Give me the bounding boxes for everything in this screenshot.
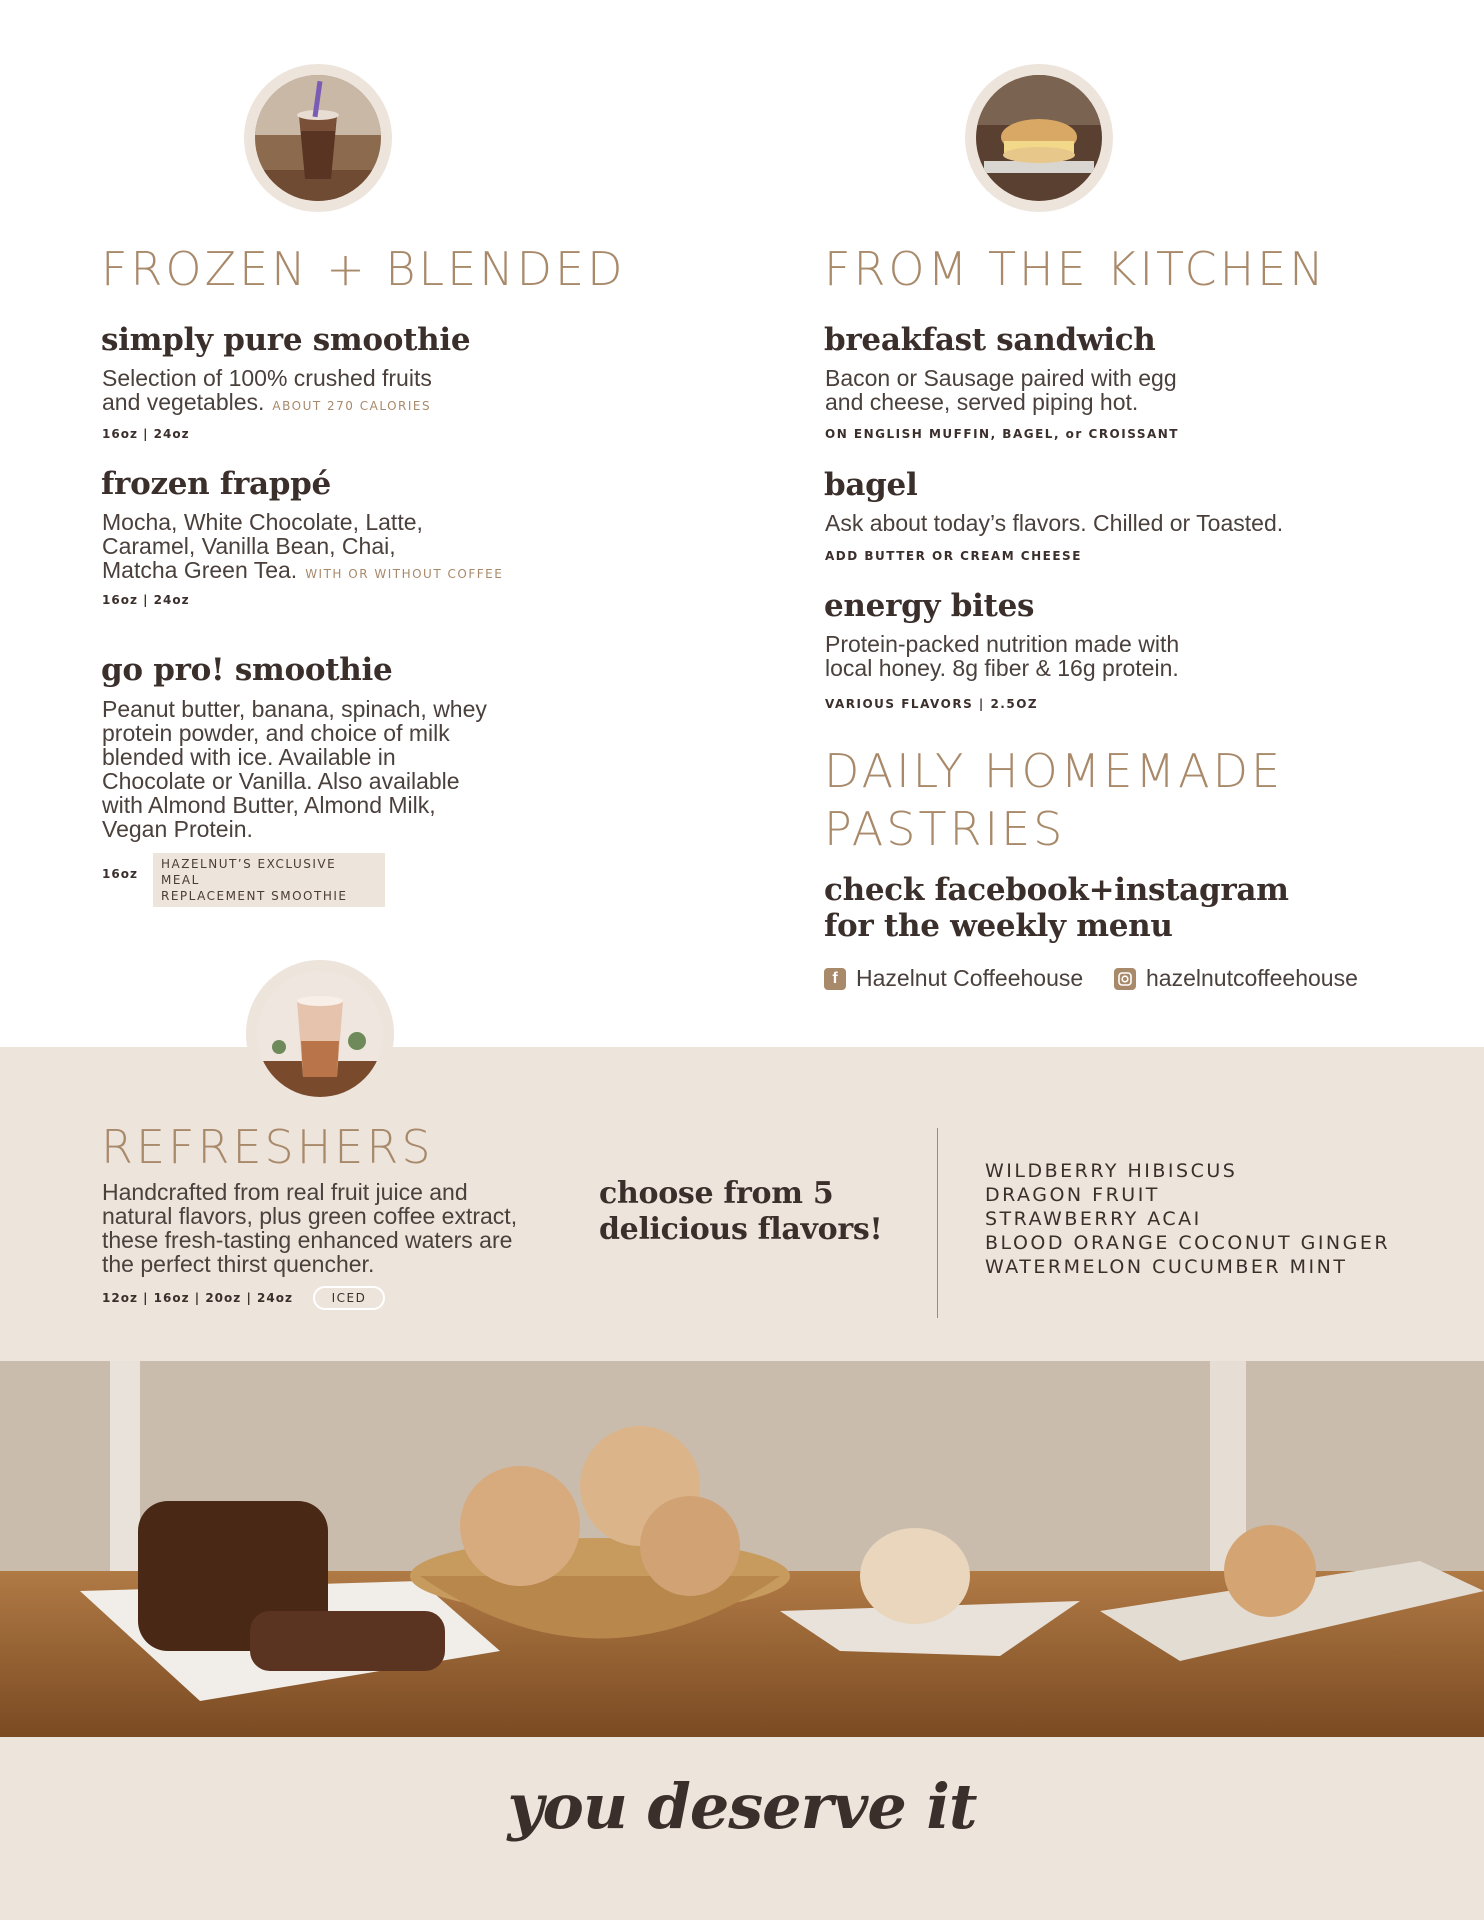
bagel-note: ADD BUTTER OR CREAM CHEESE <box>825 549 1082 563</box>
go-pro-smoothie-description: Peanut butter, banana, spinach, whey protein powder, and choice of milk blended with ice. Available in Chocolate or Vanilla. Also available with Almond Butter, Almond Milk, Vegan Protein. <box>102 696 487 842</box>
instagram-icon <box>1114 968 1136 990</box>
flavor-item: DRAGON FRUIT <box>985 1184 1160 1206</box>
flavor-list <box>985 1159 1390 1279</box>
instagram-handle: hazelnutcoffeehouse <box>1146 965 1358 991</box>
kitchen-section-title: FROM THE KITCHEN <box>824 242 1327 296</box>
breakfast-sandwich-photo <box>965 64 1113 212</box>
frozen-frappe-sizes: 16oz | 24oz <box>102 593 190 607</box>
refreshers-section-title: REFRESHERS <box>101 1120 434 1174</box>
breakfast-sandwich-description: Bacon or Sausage paired with egg and cheese, served piping hot. <box>825 365 1177 415</box>
choose-flavors-heading: choose from 5 delicious flavors! <box>599 1176 883 1247</box>
refreshers-sizes: 12oz | 16oz | 20oz | 24oz <box>102 1291 293 1305</box>
frozen-drink-photo <box>244 64 392 212</box>
refresher-drink-photo-front <box>246 960 394 1108</box>
iced-badge: ICED <box>313 1286 385 1310</box>
weekly-menu-cta: check facebook+instagram for the weekly menu <box>824 872 1289 944</box>
energy-bites-title: energy bites <box>824 588 1035 624</box>
facebook-icon: f <box>824 968 846 990</box>
bagel-title: bagel <box>824 467 918 503</box>
energy-bites-description: Protein-packed nutrition made with local honey. 8g fiber & 16g protein. <box>825 631 1180 681</box>
go-pro-smoothie-sizes: 16oz <box>102 867 138 881</box>
pastries-photo <box>0 1361 1484 1737</box>
energy-bites-note: VARIOUS FLAVORS | 2.5OZ <box>825 697 1039 711</box>
flavor-item: BLOOD ORANGE COCONUT GINGER <box>985 1232 1391 1254</box>
flavor-item: STRAWBERRY ACAI <box>985 1208 1202 1230</box>
breakfast-sandwich-note: ON ENGLISH MUFFIN, BAGEL, or CROISSANT <box>825 427 1179 441</box>
exclusive-badge: HAZELNUT’S EXCLUSIVE MEAL REPLACEMENT SMOOTHIE <box>153 853 385 907</box>
simply-pure-smoothie-description: Selection of 100% crushed fruits and vegetables. ABOUT 270 CALORIES <box>102 365 432 415</box>
pastries-section-title: DAILY HOMEMADE PASTRIES <box>824 744 1284 856</box>
flavor-item: WATERMELON CUCUMBER MINT <box>985 1256 1348 1278</box>
refreshers-description: Handcrafted from real fruit juice and natural flavors, plus green coffee extract, these fresh-tasting enhanced waters are the perfect thirst quencher. <box>102 1179 518 1277</box>
coffee-note: WITH OR WITHOUT COFFEE <box>305 567 504 581</box>
bagel-description: Ask about today’s flavors. Chilled or Toasted. <box>825 510 1284 536</box>
instagram-link[interactable] <box>1114 965 1358 992</box>
calories-note: ABOUT 270 CALORIES <box>272 399 432 413</box>
tagline: you deserve it <box>507 1770 977 1843</box>
go-pro-smoothie-title: go pro! smoothie <box>101 652 393 688</box>
breakfast-sandwich-title: breakfast sandwich <box>824 322 1156 358</box>
flavor-item: WILDBERRY HIBISCUS <box>985 1160 1238 1182</box>
facebook-link[interactable] <box>824 965 1083 992</box>
frozen-frappe-title: frozen frappé <box>101 466 331 502</box>
flavors-divider <box>937 1128 938 1318</box>
simply-pure-smoothie-sizes: 16oz | 24oz <box>102 427 190 441</box>
frozen-section-title: FROZEN + BLENDED <box>101 242 626 296</box>
frozen-frappe-description: Mocha, White Chocolate, Latte, Caramel, Vanilla Bean, Chai, Matcha Green Tea. WITH OR WITHOUT COFFEE <box>102 509 504 583</box>
simply-pure-smoothie-title: simply pure smoothie <box>101 322 471 358</box>
facebook-handle: Hazelnut Coffeehouse <box>856 965 1084 991</box>
